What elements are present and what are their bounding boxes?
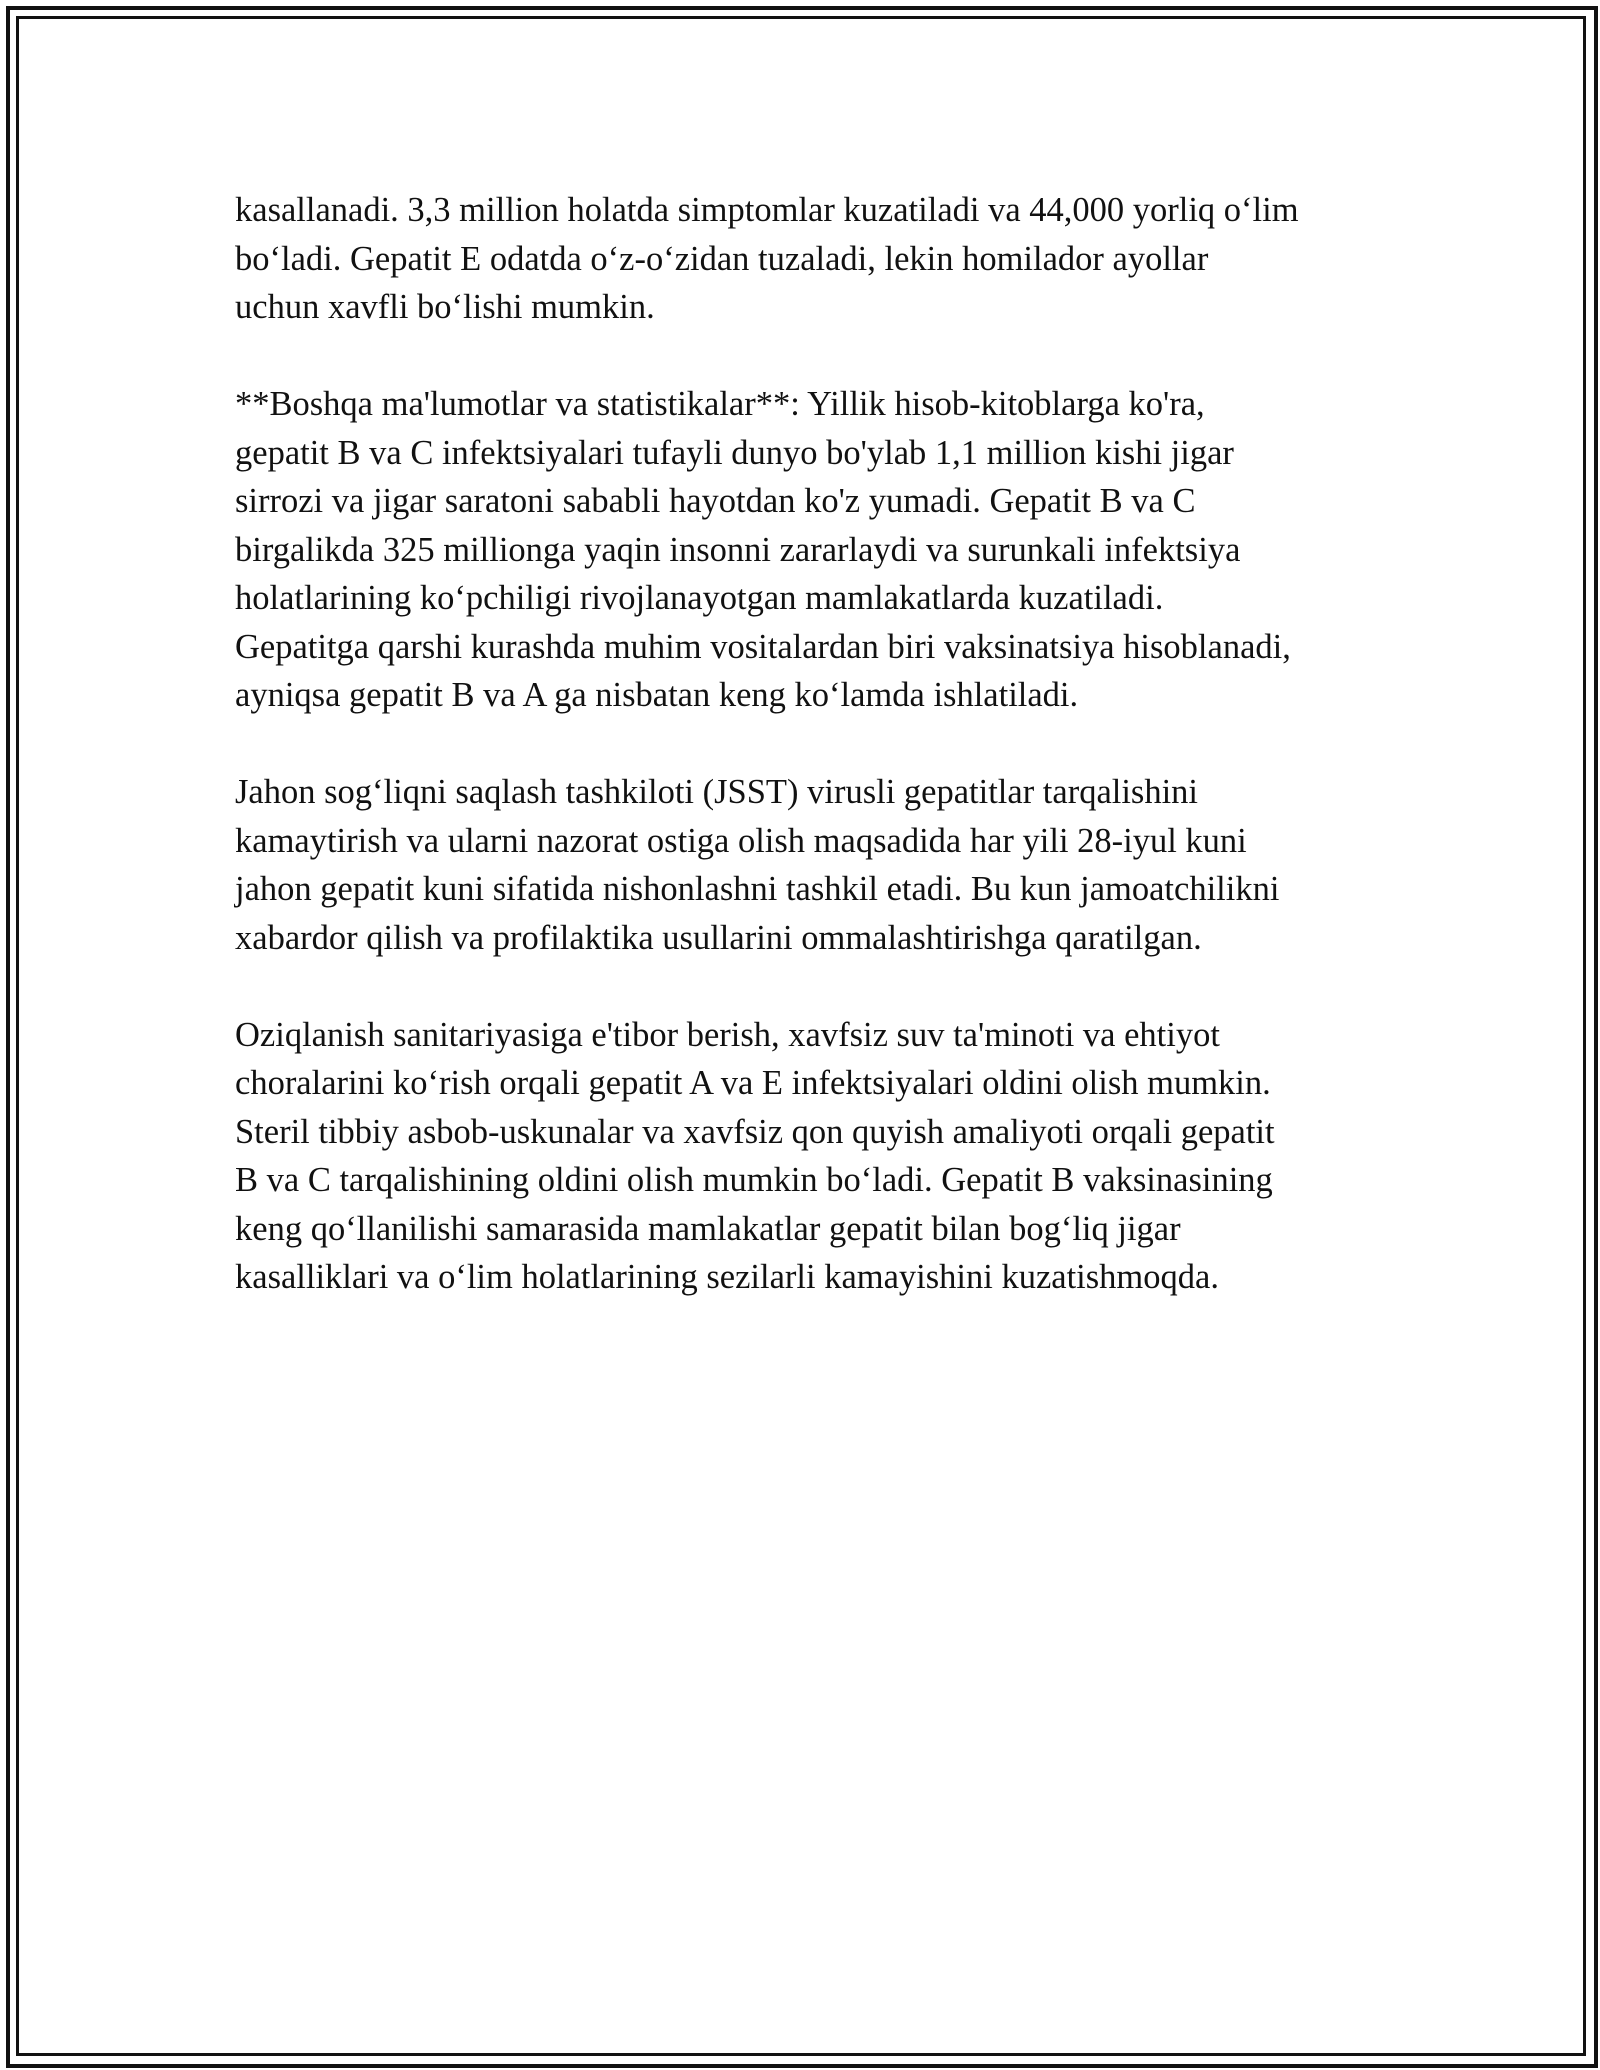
paragraph-prevention: Oziqlanish sanitariyasiga e'tibor berish, xavfsiz suv ta'minoti va ehtiyot choralarini ko‘rish orqali gepatit A va E infektsiyalari oldini olish mumkin. Steril tibbiy asbob-uskunalar va xavfsiz qon quyish amaliyoti orqali gepatit B va C tarqalishining oldini olish mumkin bo‘ladi. Gepatit B vaksinasining keng qo‘llanilishi samarasida mamlakatlar gepatit bilan bog‘liq jigar kasalliklari va o‘lim holatlarining sezilarli kamayishini kuzatishmoqda. [235,1015,1275,1296]
paragraph-statistics: **Boshqa ma'lumotlar va statistikalar**: Yillik hisob-kitoblarga ko'ra, gepatit B va C infektsiyalari tufayli dunyo bo'ylab 1,1 million kishi jigar sirrozi va jigar saratoni sababli hayotdan ko'z yumadi. Gepatit B va C birgalikda 325 millionga yaqin insonni zararlaydi va surunkali infektsiya holatlarining ko‘pchiligi rivojlanayotgan mamlakatlarda kuzatiladi. Gepatitga qarshi kurashda muhim vositalardan biri vaksinatsiya hisoblanadi, ayniqsa gepatit B va A ga nisbatan keng ko‘lamda ishlatiladi. [235,385,1291,714]
document-body [235,186,1385,1350]
paragraph-hepatitis-e: kasallanadi. 3,3 million holatda simptomlar kuzatiladi va 44,000 yorliq o‘lim bo‘ladi. Gepatit E odatda o‘z-o‘zidan tuzaladi, lekin homilador ayollar uchun xavfli bo‘lishi mumkin. [235,191,1299,326]
paragraph-who-hepatitis-day: Jahon sog‘liqni saqlash tashkiloti (JSST) virusli gepatitlar tarqalishini kamaytirish va ularni nazorat ostiga olish maqsadida har yili 28-iyul kuni jahon gepatit kuni sifatida nishonlashni tashkil etadi. Bu kun jamoatchilikni xabardor qilish va profilaktika usullarini ommalashtirishga qaratilgan. [235,773,1280,957]
